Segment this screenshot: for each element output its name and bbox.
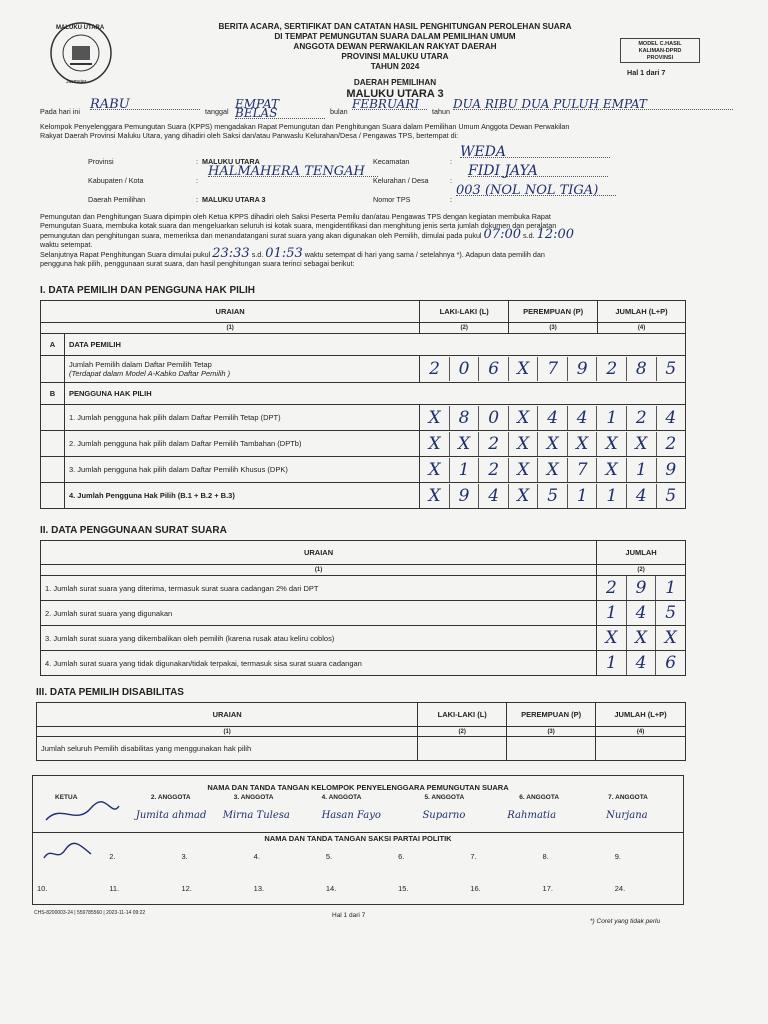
b1-text: 1. Jumlah pengguna hak pilih dalam Daftar Pemilih Tetap (DPT) [64, 405, 419, 431]
b3-digit: 7 [567, 458, 597, 482]
section-1-table [40, 300, 686, 509]
s2-digit: 1 [605, 603, 617, 623]
a-title: DATA PEMILIH [64, 334, 685, 356]
s2-digit: 4 [626, 601, 656, 625]
a1-digit: 9 [567, 357, 597, 381]
header-line-2: DI TEMPAT PEMUNGUTAN SUARA DALAM PEMILIHAN UMUM [274, 32, 516, 41]
s2-r3-text: 3. Jumlah surat suara yang dikembalikan oleh pemilih (karena rusak atau keliru coblos) [41, 626, 597, 651]
tanggal-label: tanggal [205, 107, 229, 116]
saksi-slot: 12. [181, 884, 192, 893]
b1-digit: 0 [478, 406, 508, 430]
s2-n2: (2) [597, 565, 686, 576]
s2-digit: 4 [626, 651, 656, 675]
a1-digit: 2 [429, 359, 440, 379]
kpu-logo [48, 20, 114, 86]
saksi-slot: 6. [398, 852, 405, 861]
b4-digit: 5 [537, 484, 567, 508]
kpps-name: Mirna Tulesa [222, 810, 290, 821]
pada-hari-label: Pada hari ini [40, 107, 80, 116]
header-line-3: ANGGOTA DEWAN PERWAKILAN RAKYAT DAERAH [293, 42, 497, 51]
b4-digit: X [508, 484, 538, 508]
kpps-role: KETUA [55, 794, 78, 801]
b3-digit: 1 [449, 458, 479, 482]
s2-digit: 1 [605, 653, 617, 673]
s3-n4: (4) [596, 727, 686, 737]
saksi-row-1 [33, 846, 683, 876]
dapil-name: MALUKU UTARA 3 [346, 88, 444, 100]
ketua-signature [41, 798, 121, 828]
tps-label: Nomor TPS [373, 195, 411, 204]
s3-col-uraian: URAIAN [37, 703, 418, 727]
s2-r4-values [597, 651, 685, 675]
location-block: Provinsi : MALUKU UTARA Kabupaten / Kota : HALMAHERA TENGAH Daerah Pemilihan : MALUKU UTARA 3 Kecamatan : WEDA Kelurahan / Desa : FIDI JAYA Nomor TPS : 003 (NOL NOL TIGA) [88, 152, 688, 206]
b1-digit: 2 [626, 406, 656, 430]
s2-digit: X [626, 626, 656, 650]
s1-col-l: LAKI-LAKI (L) [420, 301, 509, 323]
kpps-slot [312, 794, 405, 821]
logo-sub: Jasmejer [66, 79, 87, 85]
b-title: PENGGUNA HAK PILIH [64, 383, 685, 405]
a1-sub: (Terdapat dalam Model A-Kabko Daftar Pemilih ) [68, 369, 231, 378]
kecamatan-label: Kecamatan [373, 157, 410, 166]
logo-text: MALUKU UTARA [56, 25, 105, 31]
s1-n1: (1) [41, 323, 420, 334]
kpps-slot [126, 794, 219, 821]
a1-digit: 6 [478, 357, 508, 381]
model-line-3: PROVINSI [646, 55, 674, 61]
s1-n2: (2) [420, 323, 509, 334]
start-time-2: 23:33 [212, 246, 250, 261]
s1-col-lp: JUMLAH (L+P) [598, 301, 686, 323]
a1-digit: 2 [596, 357, 626, 381]
start-time-1: 07:00 [483, 227, 522, 242]
b3-digit: X [428, 459, 441, 480]
saksi-slot: 11. [109, 884, 120, 893]
model-line-1: MODEL C.HASIL [638, 41, 682, 47]
procedure-line-6: waktu setempat di hari yang sama / setelahnya *). Adapun data pemilih dan [304, 250, 545, 259]
saksi-slot: 16. [470, 884, 481, 893]
s3-col-p: PEREMPUAN (P) [507, 703, 596, 727]
saksi-slot: 2. [109, 852, 116, 861]
footer-note: *) Coret yang tidak perlu [590, 918, 661, 925]
s3-col-l: LAKI-LAKI (L) [418, 703, 507, 727]
saksi-slot: 8. [542, 852, 549, 861]
b4-digit: X [428, 485, 441, 506]
s2-col-jumlah: JUMLAH [597, 541, 686, 565]
kabupaten-label: Kabupaten / Kota [88, 176, 144, 185]
kpps-name: Jumita ahmad [135, 810, 207, 821]
kelurahan-value: FIDI JAYA [468, 167, 608, 177]
b1-digit: X [508, 406, 538, 430]
tanggal-value: EMPAT BELAS [235, 100, 325, 119]
procedure-line-7: pengguna hak pilih, penggunaan surat suara, dan hasil penghitungan suara terinci sebagai berikut: [40, 259, 355, 268]
dapil-label: DAERAH PEMILIHAN [353, 78, 437, 87]
header-line-1: BERITA ACARA, SERTIFIKAT DAN CATATAN HASIL PENGHITUNGAN PEROLEHAN SUARA [218, 22, 572, 31]
intro-paragraph [40, 122, 740, 140]
signature-box [32, 775, 684, 905]
b2-digit: 2 [478, 432, 508, 456]
b1-values [420, 406, 685, 430]
b1-digit: 4 [537, 406, 567, 430]
a1-digit: 7 [537, 357, 567, 381]
saksi-slot: 3. [181, 852, 188, 861]
document-header [165, 22, 625, 101]
provinsi-label: Provinsi [88, 157, 114, 166]
dapil-row-label: Daerah Pemilihan [88, 195, 146, 204]
kpps-role: 6. ANGGOTA [519, 794, 560, 801]
section-3-table [36, 702, 686, 761]
b2-digit: X [508, 432, 538, 456]
b4-digit: 9 [449, 484, 479, 508]
b1-digit: X [428, 407, 441, 428]
b1-digit: 4 [656, 406, 686, 430]
b4-digit: 4 [478, 484, 508, 508]
s2-r1-values [597, 576, 685, 600]
kpps-role: 3. ANGGOTA [233, 794, 274, 801]
s2-r2-values [597, 601, 685, 625]
tahun-value: DUA RIBU DUA PULUH EMPAT [453, 100, 733, 110]
b3-values [420, 458, 685, 482]
a1-digit: 5 [656, 357, 686, 381]
s2-n1: (1) [41, 565, 597, 576]
b2-values [420, 432, 685, 456]
b4-digit: 1 [596, 484, 626, 508]
a-code: A [41, 334, 65, 356]
end-time-2: 01:53 [265, 246, 303, 261]
s1-col-uraian: URAIAN [41, 301, 420, 323]
b4-digit: 1 [567, 484, 597, 508]
bulan-label: bulan [330, 107, 348, 116]
kpps-name: Suparno [422, 810, 466, 821]
b2-digit: X [428, 433, 441, 454]
kpps-slot [497, 794, 590, 821]
s3-n3: (3) [507, 727, 596, 737]
procedure-line-5: Selanjutnya Rapat Penghitungan Suara dimulai pukul [40, 250, 211, 259]
tps-value: 003 (NOL NOL TIGA) [456, 186, 616, 196]
s1-n4: (4) [598, 323, 686, 334]
s3-col-lp: JUMLAH (L+P) [596, 703, 686, 727]
saksi-slot: 15. [398, 884, 409, 893]
kpps-name: Nurjana [606, 810, 648, 821]
procedure-line-4: waktu setempat. [40, 240, 93, 249]
saksi-slot: 24. [614, 884, 626, 893]
kpps-role: 7. ANGGOTA [608, 794, 648, 801]
model-line-2: KALIMAN-DPRD [638, 48, 682, 54]
b3-digit: X [596, 458, 626, 482]
s1-n3: (3) [509, 323, 598, 334]
b2-digit: 2 [656, 432, 686, 456]
saksi-slot: 5. [325, 852, 333, 861]
b2-digit: X [596, 432, 626, 456]
b1-digit: 1 [596, 406, 626, 430]
procedure-line-2: Pemungutan Suara, membuka kotak suara dan mengeluarkan seluruh isi kotak suara, mengidentifikasi dan menghitung jenis serta jumlah dokumen dan peralatan [40, 221, 557, 230]
procedure-paragraph [40, 212, 740, 268]
intro-para-2: Rakyat Daerah Provinsi Maluku Utara, yang dihadiri oleh Saksi dan/atau Panwaslu Kelurahan/Desa / Pengawas TPS, bertempat di: [40, 131, 459, 140]
s2-digit: 5 [655, 601, 685, 625]
sd-2: s.d. [251, 250, 264, 259]
b2-digit: X [567, 432, 597, 456]
saksi-1-signature [39, 838, 99, 866]
section-2-table [40, 540, 686, 676]
s2-r1-text: 1. Jumlah surat suara yang diterima, termasuk surat suara cadangan 2% dari DPT [41, 576, 597, 601]
b2-digit: X [449, 432, 479, 456]
section-1-title: I. DATA PEMILIH DAN PENGGUNA HAK PILIH [40, 285, 255, 296]
s2-r2-text: 2. Jumlah surat suara yang digunakan [41, 601, 597, 626]
saksi-slot: 7. [470, 852, 477, 861]
header-line-5: TAHUN 2024 [370, 62, 420, 71]
b3-digit: X [537, 458, 567, 482]
section-3-title: III. DATA PEMILIH DISABILITAS [36, 687, 184, 698]
dapil-row-value: MALUKU UTARA 3 [202, 195, 266, 204]
b3-digit: 2 [478, 458, 508, 482]
procedure-line-3: pemungutan dan penghitungan suara, memeriksa dan menandatangani surat suara yang akan digunakan oleh Pemilih, dimulai pada pukul [40, 231, 482, 240]
b2-digit: X [626, 432, 656, 456]
s2-r4-text: 4. Jumlah surat suara yang tidak digunakan/tidak terpakai, termasuk sisa surat suara cadangan [41, 651, 597, 676]
provinsi-value: MALUKU UTARA [202, 157, 260, 166]
a1-values [420, 357, 685, 381]
b4-digit: 5 [656, 484, 686, 508]
bulan-value: FEBRUARI [352, 100, 427, 110]
kpps-slot [404, 794, 497, 821]
s2-digit: 1 [655, 576, 685, 600]
saksi-slot: 13. [253, 884, 265, 893]
s2-digit: 6 [655, 651, 685, 675]
s2-digit: 2 [605, 578, 617, 598]
b3-digit: 9 [656, 458, 686, 482]
a1-digit: 0 [449, 357, 479, 381]
saksi-title: NAMA DAN TANDA TANGAN SAKSI PARTAI POLITIK [264, 834, 452, 843]
b3-digit: X [508, 458, 538, 482]
kabupaten-value: HALMAHERA TENGAH [208, 167, 378, 177]
s2-digit: 9 [626, 576, 656, 600]
sd-1: s.d. [523, 231, 535, 240]
saksi-row-2 [33, 878, 683, 904]
b2-digit: X [537, 432, 567, 456]
kpps-roles [33, 794, 683, 821]
s3-n1: (1) [37, 727, 418, 737]
kpps-role: 2. ANGGOTA [150, 794, 191, 801]
s2-r3-values [597, 626, 685, 650]
a1-digit: X [508, 357, 538, 381]
b4-text: 4. Jumlah Pengguna Hak Pilih (B.1 + B.2 + B.3) [64, 483, 419, 509]
saksi-slot: 4. [253, 852, 260, 861]
kelurahan-label: Kelurahan / Desa [373, 176, 429, 185]
footer-page: Hal 1 dari 7 [332, 912, 366, 919]
kpps-role: 4. ANGGOTA [321, 794, 362, 801]
b3-digit: 1 [626, 458, 656, 482]
b1-digit: 4 [567, 406, 597, 430]
end-time-1: 12:00 [536, 227, 575, 242]
tahun-label: tahun [432, 107, 450, 116]
a1-digit: 8 [626, 357, 656, 381]
kpps-name: Hasan Fayo [321, 810, 381, 821]
s2-digit: X [605, 628, 618, 648]
model-box [620, 38, 700, 63]
a1-text: Jumlah Pemilih dalam Daftar Pemilih Tetap [68, 360, 212, 369]
intro-para-1: Kelompok Penyelenggara Pemungutan Suara (KPPS) mengadakan Rapat Pemungutan dan Penghitungan Suara dalam Pemilihan Umum Anggota Dewan Perwakilan [40, 122, 570, 131]
kpps-title: NAMA DAN TANDA TANGAN KELOMPOK PENYELENGGARA PEMUNGUTAN SUARA [207, 783, 509, 792]
kpps-slot [590, 794, 683, 821]
hari-value: RABU [90, 100, 200, 110]
kecamatan-value: WEDA [460, 148, 610, 158]
b-code: B [41, 383, 65, 405]
section-2-title: II. DATA PENGGUNAAN SURAT SUARA [40, 525, 227, 536]
b4-digit: 4 [626, 484, 656, 508]
footer-code: CHS-8200003-24 | 559785560 | 2023-11-14 09:22 [34, 910, 146, 916]
b1-digit: 8 [449, 406, 479, 430]
header-line-4: PROVINSI MALUKU UTARA [341, 52, 449, 61]
page-indicator: Hal 1 dari 7 [627, 68, 666, 77]
saksi-slot: 17. [542, 884, 553, 893]
saksi-slot: 9. [614, 852, 622, 861]
kpps-slot [219, 794, 312, 821]
saksi-slot: 10. [37, 884, 48, 893]
s3-n2: (2) [418, 727, 507, 737]
b3-text: 3. Jumlah pengguna hak pilih dalam Daftar Pemilih Khusus (DPK) [64, 457, 419, 483]
s2-digit: X [655, 626, 685, 650]
intro-line [40, 97, 740, 120]
b2-text: 2. Jumlah pengguna hak pilih dalam Daftar Pemilih Tambahan (DPTb) [64, 431, 419, 457]
s2-col-uraian: URAIAN [41, 541, 597, 565]
b4-values [420, 484, 685, 508]
kpps-role: 5. ANGGOTA [424, 794, 465, 801]
s3-r1-text: Jumlah seluruh Pemilih disabilitas yang menggunakan hak pilih [37, 737, 418, 761]
kpps-name: Rahmatia [507, 810, 557, 821]
procedure-line-1: Pemungutan dan Penghitungan Suara dipimpin oleh Ketua KPPS dihadiri oleh Saksi Peserta Pemilu dan/atau Pengawas TPS dengan kegiatan membuka Rapat [40, 212, 551, 221]
s1-col-p: PEREMPUAN (P) [509, 301, 598, 323]
saksi-slot: 14. [325, 884, 337, 893]
